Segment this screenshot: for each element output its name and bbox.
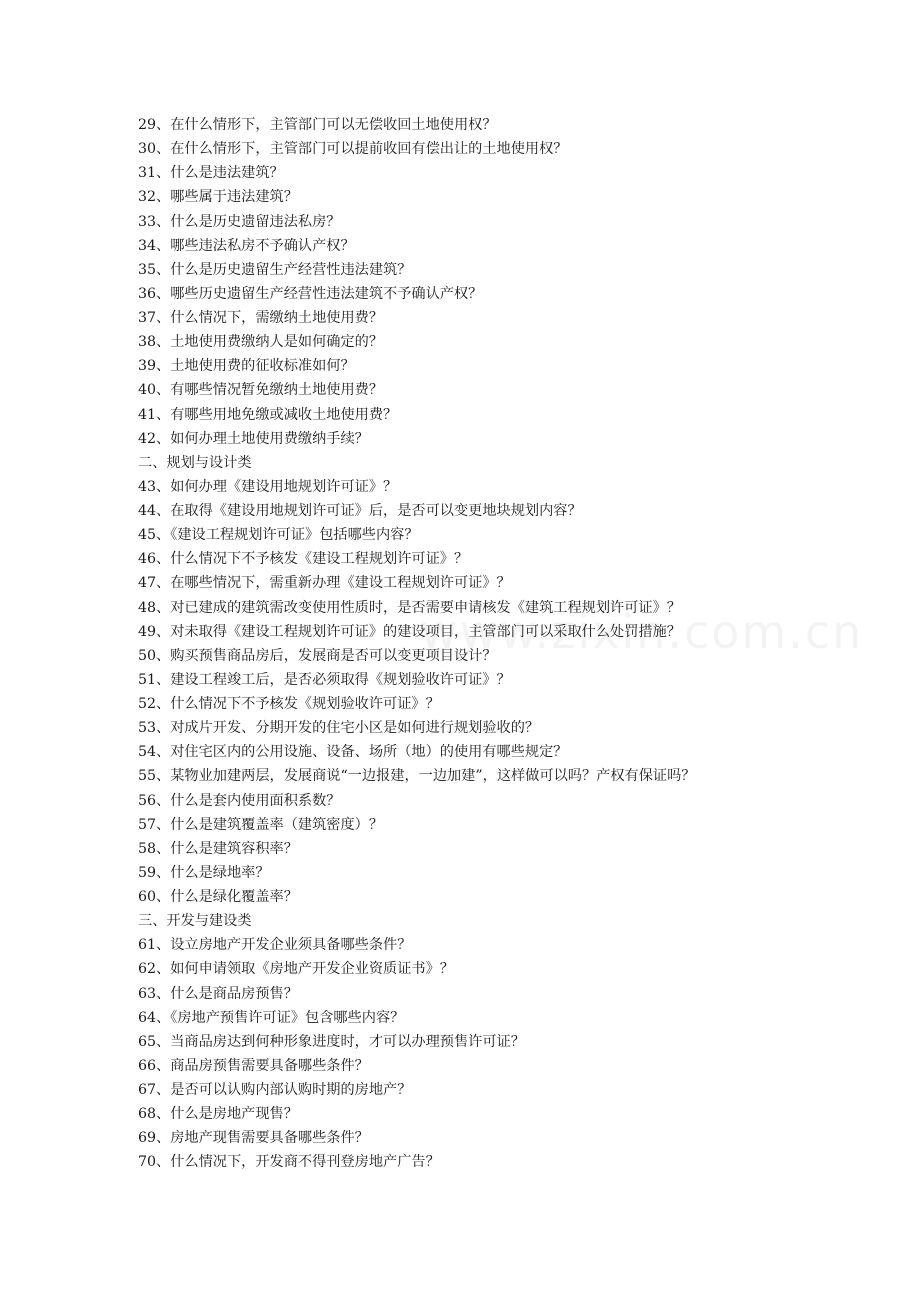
question-item: 70、什么情况下，开发商不得刊登房地产广告？ bbox=[138, 1154, 440, 1171]
question-item: 49、对未取得《建设工程规划许可证》的建设项目，主管部门可以采取什么处罚措施？ bbox=[138, 623, 681, 640]
question-item: 30、在什么情形下，主管部门可以提前收回有偿出让的土地使用权？ bbox=[138, 141, 568, 158]
question-item: 40、有哪些情况暂免缴纳土地使用费？ bbox=[138, 382, 384, 399]
question-item: 31、什么是违法建筑？ bbox=[138, 165, 284, 182]
question-item: 59、什么是绿地率？ bbox=[138, 864, 270, 881]
question-item: 39、土地使用费的征收标准如何？ bbox=[138, 358, 355, 375]
question-list bbox=[138, 113, 898, 1175]
question-item: 68、什么是房地产现售？ bbox=[138, 1106, 298, 1123]
question-item: 38、土地使用费缴纳人是如何确定的？ bbox=[138, 334, 384, 351]
question-item: 36、哪些历史遗留生产经营性违法建筑不予确认产权？ bbox=[138, 285, 483, 302]
question-item: 37、什么情况下，需缴纳土地使用费？ bbox=[138, 310, 384, 326]
question-item: 34、哪些违法私房不予确认产权？ bbox=[138, 237, 355, 254]
question-item: 60、什么是绿化覆盖率？ bbox=[138, 889, 298, 905]
question-item: 43、如何办理《建设用地规划许可证》？ bbox=[138, 478, 398, 495]
question-item: 32、哪些属于违法建筑？ bbox=[138, 189, 298, 206]
question-item: 65、当商品房达到何种形象进度时，才可以办理预售许可证？ bbox=[138, 1033, 525, 1050]
question-item: 48、对已建成的建筑需改变使用性质时，是否需要申请核发《建筑工程规划许可证》？ bbox=[138, 599, 681, 616]
question-item: 47、在哪些情况下，需重新办理《建设工程规划许可证》？ bbox=[138, 575, 511, 592]
question-item: 52、什么情况下不予核发《规划验收许可证》？ bbox=[138, 696, 440, 712]
section-heading: 二、规划与设计类 bbox=[138, 454, 252, 471]
question-item: 42、如何办理土地使用费缴纳手续？ bbox=[138, 430, 369, 447]
question-item: 56、什么是套内使用面积系数？ bbox=[138, 792, 341, 809]
question-item: 33、什么是历史遗留违法私房？ bbox=[138, 213, 341, 230]
question-item: 46、什么情况下不予核发《建设工程规划许可证》？ bbox=[138, 551, 469, 568]
question-item: 66、商品房预售需要具备哪些条件？ bbox=[138, 1057, 369, 1074]
question-item: 69、房地产现售需要具备哪些条件？ bbox=[138, 1130, 369, 1147]
section-heading: 三、开发与建设类 bbox=[138, 913, 252, 930]
question-item: 29、在什么情形下，主管部门可以无偿收回土地使用权？ bbox=[138, 117, 497, 133]
question-item: 44、在取得《建设用地规划许可证》后，是否可以变更地块规划内容？ bbox=[138, 503, 582, 519]
question-item: 64、《房地产预售许可证》包含哪些内容？ bbox=[138, 1009, 405, 1026]
question-item: 55、某物业加建两层，发展商说“一边报建，一边加建”，这样做可以吗？产权有保证吗？ bbox=[138, 768, 696, 785]
question-item: 63、什么是商品房预售？ bbox=[138, 985, 298, 1002]
question-item: 62、如何申请领取《房地产开发企业资质证书》？ bbox=[138, 961, 454, 978]
question-item: 53、对成片开发、分期开发的住宅小区是如何进行规划验收的？ bbox=[138, 720, 540, 737]
question-item: 45、《建设工程规划许可证》包括哪些内容？ bbox=[138, 527, 419, 544]
question-item: 54、对住宅区内的公用设施、设备、场所（地）的使用有哪些规定？ bbox=[138, 744, 568, 761]
question-item: 50、购买预售商品房后，发展商是否可以变更项目设计？ bbox=[138, 647, 497, 664]
question-item: 57、什么是建筑覆盖率（建筑密度）？ bbox=[138, 816, 384, 833]
question-item: 41、有哪些用地免缴或减收土地使用费？ bbox=[138, 406, 398, 423]
question-item: 35、什么是历史遗留生产经营性违法建筑？ bbox=[138, 261, 412, 278]
question-item: 61、设立房地产开发企业须具备哪些条件？ bbox=[138, 937, 412, 954]
question-item: 58、什么是建筑容积率？ bbox=[138, 840, 298, 857]
question-item: 51、建设工程竣工后，是否必须取得《规划验收许可证》？ bbox=[138, 671, 511, 688]
question-item: 67、是否可以认购内部认购时期的房地产？ bbox=[138, 1082, 412, 1098]
